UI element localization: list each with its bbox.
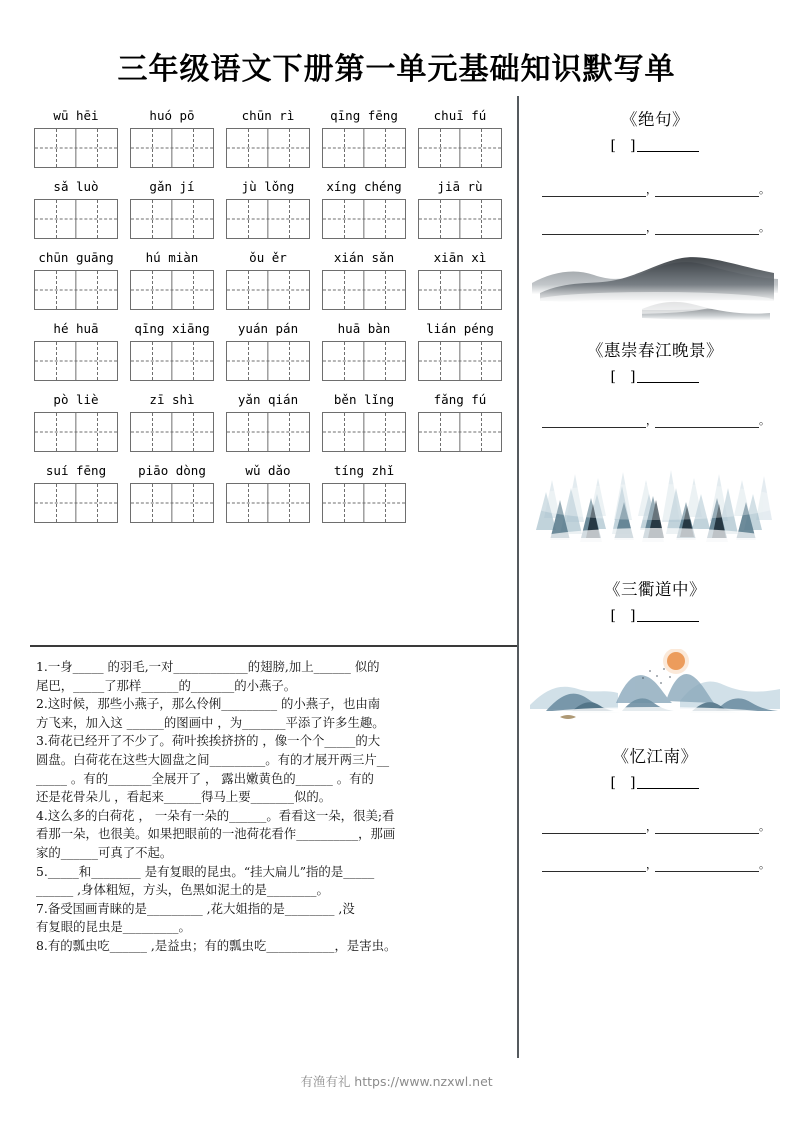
poem-author-field[interactable] [530, 605, 780, 625]
pinyin-label: suí fēng [45, 463, 107, 478]
character-writing-box[interactable] [226, 199, 310, 239]
sentence-line[interactable]: 尾巴，_____了那样______的_______的小燕子。 [36, 677, 297, 693]
pinyin-word-cell [124, 106, 220, 168]
grid-guide-line [344, 484, 345, 522]
pinyin-word-cell [28, 390, 124, 452]
answer-blank-segment[interactable] [655, 860, 759, 872]
pinyin-label: wū hēi [53, 108, 99, 123]
grid-guide-line [344, 129, 345, 167]
grid-guide-line [227, 290, 309, 291]
pinyin-word-row [28, 319, 512, 381]
pinyin-label: yuán pán [237, 321, 299, 336]
sentence-line[interactable]: 家的______可真了不起。 [36, 844, 173, 860]
pinyin-word-cell [124, 461, 220, 523]
sentence-line[interactable]: 还是花骨朵儿 ，看起来______得马上要_______似的。 [36, 789, 332, 805]
grid-guide-line [289, 271, 290, 309]
sentence-line[interactable]: 7.备受国画青睐的是_________ ,花大姐指的是________ ,没 [36, 900, 355, 916]
answer-blank-segment[interactable] [655, 185, 759, 197]
character-writing-box[interactable] [418, 270, 502, 310]
pinyin-word-cell [316, 390, 412, 452]
character-writing-box[interactable] [322, 199, 406, 239]
pinyin-word-row [28, 390, 512, 452]
grid-guide-line [440, 129, 441, 167]
character-writing-box[interactable] [418, 199, 502, 239]
pinyin-word-cell [220, 106, 316, 168]
author-blank-line[interactable] [637, 369, 699, 383]
character-writing-box[interactable] [130, 412, 214, 452]
grid-guide-line [385, 200, 386, 238]
pinyin-label: qīng fēng [330, 108, 398, 123]
grid-guide-line [56, 484, 57, 522]
poem-block-3 [530, 576, 780, 625]
sentence-line[interactable]: 有复眼的昆虫是_________。 [36, 919, 191, 935]
grid-guide-line [440, 271, 441, 309]
answer-blank-segment[interactable] [542, 416, 646, 428]
poem-answer-line[interactable] [530, 219, 780, 235]
grid-guide-line [344, 413, 345, 451]
grid-guide-line [385, 271, 386, 309]
grid-guide-line [152, 413, 153, 451]
grid-guide-line [131, 361, 213, 362]
grid-guide-line [481, 129, 482, 167]
grid-guide-line [227, 219, 309, 220]
character-writing-box[interactable] [34, 412, 118, 452]
author-blank-line[interactable] [637, 775, 699, 789]
grid-guide-line [35, 219, 117, 220]
grid-guide-line [289, 484, 290, 522]
grid-guide-line [385, 342, 386, 380]
pinyin-word-cell [220, 461, 316, 523]
sentence-line[interactable]: 1.一身_____ 的羽毛,一对____________的翅膀,加上______ 似的 [36, 659, 380, 674]
pinyin-word-cell [28, 106, 124, 168]
pinyin-word-row [28, 106, 512, 168]
character-writing-box[interactable] [226, 128, 310, 168]
section-divider-rule [30, 645, 517, 647]
grid-guide-line [419, 219, 501, 220]
grid-guide-line [193, 484, 194, 522]
grid-guide-line [35, 361, 117, 362]
grid-guide-line [35, 148, 117, 149]
grid-guide-line [248, 484, 249, 522]
pinyin-label: qīng xiāng [134, 321, 210, 336]
grid-guide-line [193, 413, 194, 451]
grid-guide-line [419, 432, 501, 433]
grid-guide-line [385, 413, 386, 451]
poem-title: 《忆江南》 [612, 747, 698, 766]
grid-guide-line [227, 432, 309, 433]
poem-answer-line[interactable] [530, 856, 780, 872]
grid-guide-line [344, 271, 345, 309]
pinyin-word-cell [316, 106, 412, 168]
character-writing-box[interactable] [34, 199, 118, 239]
pinyin-word-cell [412, 177, 508, 239]
pinyin-word-cell [124, 390, 220, 452]
grid-guide-line [152, 129, 153, 167]
grid-guide-line [97, 342, 98, 380]
grid-guide-line [248, 413, 249, 451]
punctuation-period: 。 [759, 221, 770, 234]
character-writing-box[interactable] [130, 128, 214, 168]
poem-title: 《绝句》 [621, 110, 689, 129]
grid-guide-line [193, 342, 194, 380]
grid-guide-line [152, 342, 153, 380]
grid-guide-line [97, 271, 98, 309]
sentence-line[interactable]: 5._____和________ 是有复眼的昆虫。“挂大扁儿”指的是_____ [36, 863, 375, 879]
answer-blank-segment[interactable] [655, 223, 759, 235]
pinyin-label: yǎn qián [237, 392, 299, 407]
character-writing-box[interactable] [226, 341, 310, 381]
poem-section [530, 106, 780, 872]
character-writing-box[interactable] [34, 270, 118, 310]
grid-guide-line [97, 200, 98, 238]
grid-guide-line [323, 290, 405, 291]
punctuation-comma: ， [646, 858, 657, 871]
author-bracket: [ ] [610, 138, 636, 154]
misty-pine-forest-illustration [530, 444, 780, 562]
answer-blank-segment[interactable] [655, 822, 759, 834]
sentence-line[interactable]: ______ ,身体粗短，方头，色黑如泥土的是________。 [36, 882, 329, 898]
sentence-line[interactable]: 3.荷花已经开了不少了。荷叶挨挨挤挤的 ，像一个个_____的大 [36, 733, 381, 749]
answer-blank-segment[interactable] [655, 416, 759, 428]
answer-blank-segment[interactable] [542, 223, 646, 235]
grid-guide-line [227, 503, 309, 504]
poem-title: 《惠崇春江晚景》 [587, 341, 723, 360]
grid-guide-line [131, 148, 213, 149]
pinyin-label: chūn rì [241, 108, 295, 123]
grid-guide-line [289, 342, 290, 380]
pinyin-word-cell [412, 248, 508, 310]
grid-guide-line [56, 271, 57, 309]
pinyin-label: chūn guāng [38, 250, 114, 265]
grid-guide-line [344, 342, 345, 380]
pinyin-word-cell [124, 248, 220, 310]
poem-answer-line[interactable] [530, 818, 780, 834]
grid-guide-line [97, 129, 98, 167]
sentence-line[interactable]: 圆盘。白荷花在这些大圆盘之间_________。有的才展开两三片__ [36, 751, 390, 767]
character-writing-box[interactable] [226, 270, 310, 310]
character-writing-box[interactable] [322, 270, 406, 310]
character-writing-box[interactable] [322, 412, 406, 452]
pinyin-word-cell [220, 248, 316, 310]
pinyin-word-cell [28, 248, 124, 310]
poem-block-4 [530, 743, 780, 872]
character-writing-box[interactable] [34, 483, 118, 523]
pinyin-word-cell [220, 319, 316, 381]
punctuation-period: 。 [759, 183, 770, 196]
punctuation-comma: ， [646, 183, 657, 196]
grid-guide-line [323, 503, 405, 504]
pinyin-label: gǎn jí [149, 179, 195, 194]
grid-guide-line [481, 271, 482, 309]
pinyin-label: fǎng fú [433, 392, 487, 407]
sentence-line[interactable]: _____ 。有的_______全展开了 ， 露出嫩黄色的______ 。有的 [36, 770, 374, 786]
pinyin-word-cell [28, 319, 124, 381]
grid-guide-line [131, 503, 213, 504]
pinyin-label: huó pō [149, 108, 195, 123]
pinyin-word-cell [124, 177, 220, 239]
pinyin-label: xiān xì [433, 250, 487, 265]
poem-author-field[interactable] [530, 772, 780, 792]
grid-guide-line [385, 484, 386, 522]
sentence-line[interactable]: 看那一朵，也很美。如果把眼前的一池荷花看作__________，那画 [36, 826, 396, 842]
pinyin-label: wǔ dǎo [245, 463, 291, 478]
sentence-line[interactable]: 方飞来，加入这 ______的图画中 ，为_______平添了许多生趣。 [36, 714, 385, 730]
sentence-line[interactable]: 8.有的瓢虫吃______ ,是益虫；有的瓢虫吃___________，是害虫。 [36, 937, 397, 953]
grid-guide-line [385, 129, 386, 167]
author-bracket: [ ] [610, 369, 636, 385]
grid-guide-line [35, 503, 117, 504]
grid-guide-line [193, 271, 194, 309]
character-writing-box[interactable] [130, 199, 214, 239]
grid-guide-line [35, 290, 117, 291]
pinyin-word-cell [412, 106, 508, 168]
punctuation-comma: ， [646, 414, 657, 427]
grid-guide-line [193, 129, 194, 167]
grid-guide-line [97, 484, 98, 522]
pinyin-label: piāo dòng [138, 463, 206, 478]
grid-guide-line [56, 413, 57, 451]
character-writing-box[interactable] [418, 128, 502, 168]
character-writing-box[interactable] [418, 341, 502, 381]
character-writing-box[interactable] [34, 128, 118, 168]
answer-blank-segment[interactable] [542, 185, 646, 197]
pinyin-word-cell [412, 319, 508, 381]
character-writing-box[interactable] [226, 412, 310, 452]
grid-guide-line [440, 200, 441, 238]
grid-guide-line [56, 200, 57, 238]
pinyin-label: lián péng [426, 321, 494, 336]
pinyin-word-cell [220, 177, 316, 239]
pinyin-word-row [28, 248, 512, 310]
sentence-line[interactable]: 4.这么多的白荷花 ， 一朵有一朵的______。看看这一朵，很美;看 [36, 807, 395, 823]
author-blank-line[interactable] [637, 138, 699, 152]
pinyin-label: pò liè [53, 392, 99, 407]
character-writing-box[interactable] [418, 412, 502, 452]
grid-guide-line [481, 413, 482, 451]
grid-guide-line [323, 361, 405, 362]
punctuation-period: 。 [759, 820, 770, 833]
grid-guide-line [344, 200, 345, 238]
grid-guide-line [35, 432, 117, 433]
grid-guide-line [227, 361, 309, 362]
grid-guide-line [56, 129, 57, 167]
sunrise-landscape-illustration [530, 649, 780, 737]
pinyin-label: xián sǎn [333, 250, 395, 265]
pinyin-word-cell [316, 177, 412, 239]
punctuation-period: 。 [759, 414, 770, 427]
character-writing-box[interactable] [322, 341, 406, 381]
pinyin-word-row [28, 461, 512, 523]
pinyin-word-cell [412, 390, 508, 452]
fill-in-sentences-section [36, 658, 514, 956]
pinyin-word-cell [316, 319, 412, 381]
grid-guide-line [440, 413, 441, 451]
pinyin-word-row [28, 177, 512, 239]
pinyin-label: tíng zhǐ [333, 463, 395, 478]
punctuation-period: 。 [759, 858, 770, 871]
grid-guide-line [323, 432, 405, 433]
pinyin-label: chuī fú [433, 108, 487, 123]
grid-guide-line [289, 413, 290, 451]
author-bracket: [ ] [610, 608, 636, 624]
grid-guide-line [481, 200, 482, 238]
grid-guide-line [193, 200, 194, 238]
grid-guide-line [323, 219, 405, 220]
grid-guide-line [419, 148, 501, 149]
grid-guide-line [248, 129, 249, 167]
grid-guide-line [248, 271, 249, 309]
grid-guide-line [419, 361, 501, 362]
answer-blank-segment[interactable] [542, 822, 646, 834]
pinyin-label: běn lǐng [333, 392, 395, 407]
poem-answer-line[interactable] [530, 181, 780, 197]
poem-title: 《三衢道中》 [604, 580, 706, 599]
pinyin-word-cell [316, 248, 412, 310]
pinyin-word-cell [220, 390, 316, 452]
grid-guide-line [56, 342, 57, 380]
grid-guide-line [248, 342, 249, 380]
pinyin-label: xíng chéng [326, 179, 402, 194]
punctuation-comma: ， [646, 820, 657, 833]
sentence-line[interactable]: 2.这时候，那些小燕子，那么伶俐_________ 的小燕子，也由南 [36, 696, 381, 712]
pinyin-word-cell [28, 461, 124, 523]
grid-guide-line [248, 200, 249, 238]
grid-guide-line [419, 290, 501, 291]
poem-author-field[interactable] [530, 366, 780, 386]
column-divider [517, 96, 519, 1058]
grid-guide-line [440, 342, 441, 380]
character-writing-box[interactable] [130, 270, 214, 310]
pinyin-label: jù lǒng [241, 179, 295, 194]
ink-mountain-illustration [530, 249, 780, 327]
author-blank-line[interactable] [637, 608, 699, 622]
pinyin-label: zī shì [149, 392, 195, 407]
pinyin-word-cell [316, 461, 412, 523]
poem-author-field[interactable] [530, 135, 780, 155]
grid-guide-line [131, 219, 213, 220]
character-writing-box[interactable] [130, 341, 214, 381]
character-writing-box[interactable] [322, 128, 406, 168]
grid-guide-line [481, 342, 482, 380]
poem-answer-line[interactable] [530, 412, 780, 428]
character-writing-box[interactable] [130, 483, 214, 523]
poem-block-2 [530, 337, 780, 428]
grid-guide-line [152, 200, 153, 238]
pinyin-grid-section [28, 106, 512, 532]
poem-block-1 [530, 106, 780, 235]
page-title: 三年级语文下册第一单元基础知识默写单 [117, 52, 676, 87]
pinyin-label: hé huā [53, 321, 99, 336]
character-writing-box[interactable] [322, 483, 406, 523]
pinyin-label: hú miàn [145, 250, 199, 265]
grid-guide-line [227, 148, 309, 149]
pinyin-word-cell [124, 319, 220, 381]
pinyin-label: ǒu ěr [249, 250, 287, 265]
grid-guide-line [289, 129, 290, 167]
author-bracket: [ ] [610, 775, 636, 791]
pinyin-word-cell [28, 177, 124, 239]
grid-guide-line [152, 271, 153, 309]
grid-guide-line [289, 200, 290, 238]
grid-guide-line [152, 484, 153, 522]
pinyin-label: jiā rù [437, 179, 483, 194]
punctuation-comma: ， [646, 221, 657, 234]
character-writing-box[interactable] [34, 341, 118, 381]
pinyin-label: sǎ luò [53, 179, 99, 194]
grid-guide-line [131, 290, 213, 291]
grid-guide-line [131, 432, 213, 433]
character-writing-box[interactable] [226, 483, 310, 523]
grid-guide-line [97, 413, 98, 451]
footer-watermark: 有渔有礼 https://www.nzxwl.net [300, 1074, 493, 1089]
grid-guide-line [323, 148, 405, 149]
pinyin-label: huā bàn [337, 321, 391, 336]
answer-blank-segment[interactable] [542, 860, 646, 872]
